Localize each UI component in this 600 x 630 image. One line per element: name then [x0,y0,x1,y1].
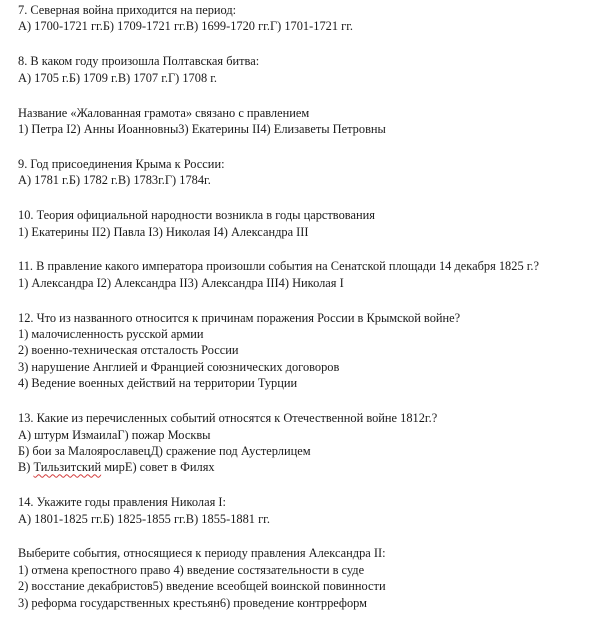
question-text [18,258,593,274]
text-segment: 2) восстание декабристов5) введение всеобщей воинской повинности [18,579,386,594]
text-segment: 1) отмена крепостного право 4) введение состязательности в суде [18,562,365,577]
question-text [18,207,593,223]
text-segment: 3) нарушение Англией и Францией союзнических договоров [18,359,340,374]
answer-line [18,18,593,34]
text-segment: 1) Александра I2) Александра II3) Александра III4) Николая I [18,275,344,290]
text-segment: 1) малочисленность русской армии [18,327,204,342]
question-block [18,310,593,392]
question-block [18,410,593,476]
question-block [18,156,593,189]
answer-line [18,562,593,578]
question-text [18,2,593,18]
text-segment: 12. Что из названного относится к причинам поражения России в Крымской войне? [18,310,461,325]
answer-line [18,359,593,375]
text-segment: 13. Какие из перечисленных событий относятся к Отечественной войне 1812г.? [18,411,438,426]
question-text [18,105,593,121]
question-block [18,258,593,291]
text-segment: 8. В каком году произошла Полтавская битва: [18,54,260,69]
question-block [18,53,593,86]
question-block [18,2,593,35]
text-segment: А) 1801-1825 гг.Б) 1825-1855 гг.В) 1855-1881 гг. [18,511,270,526]
question-text [18,53,593,69]
text-segment: 10. Теория официальной народности возникла в годы царствования [18,208,375,223]
question-block [18,207,593,240]
answer-line [18,375,593,391]
document-body [18,2,593,630]
text-segment: 9. Год присоединения Крыма к России: [18,156,225,171]
question-block [18,494,593,527]
text-segment: А) штурм ИзмаилаГ) пожар Москвы [18,427,211,442]
answer-line [18,595,593,611]
question-block [18,545,593,611]
question-text [18,545,593,561]
spell-error-word: Тильзитский [33,460,102,475]
text-segment: 1) Екатерины II2) Павла I3) Николая I4) Александра III [18,224,309,239]
answer-line [18,427,593,443]
question-text [18,156,593,172]
text-segment: А) 1705 г.Б) 1709 г.В) 1707 г.Г) 1708 г. [18,70,218,85]
text-segment: А) 1700-1721 гг.Б) 1709-1721 гг.В) 1699-1720 гг.Г) 1701-1721 гг. [18,19,353,34]
text-segment: 2) военно-техническая отсталость России [18,343,239,358]
text-segment: мирЕ) совет в Филях [101,460,215,475]
question-block [18,105,593,138]
text-segment: 7. Северная война приходится на период: [18,3,237,17]
text-segment: Б) бои за МалоярославецД) сражение под Аустерлицем [18,443,311,458]
question-text [18,410,593,426]
text-segment: 4) Ведение военных действий на территории Турции [18,376,298,391]
answer-line [18,342,593,358]
answer-line [18,70,593,86]
answer-line [18,578,593,594]
answer-line [18,443,593,459]
answer-line [18,511,593,527]
answer-line [18,172,593,188]
text-segment: В) [18,460,34,475]
text-segment: 11. В правление какого императора произошли события на Сенатской площади 14 декабря 1825 г.? [18,259,540,274]
answer-line [18,275,593,291]
text-segment: 1) Петра I2) Анны Иоанновны3) Екатерины II4) Елизаветы Петровны [18,121,386,136]
text-segment: А) 1781 г.Б) 1782 г.В) 1783г.Г) 1784г. [18,173,211,188]
question-text [18,310,593,326]
answer-line [18,224,593,240]
answer-line [18,459,593,475]
answer-line [18,121,593,137]
text-segment: Название «Жалованная грамота» связано с правлением [18,105,310,120]
question-text [18,494,593,510]
text-segment: 3) реформа государственных крестьян6) проведение контрреформ [18,595,367,610]
text-segment: 14. Укажите годы правления Николая I: [18,495,226,510]
text-segment: Выберите события, относящиеся к периоду правления Александра II: [18,546,386,561]
answer-line [18,326,593,342]
